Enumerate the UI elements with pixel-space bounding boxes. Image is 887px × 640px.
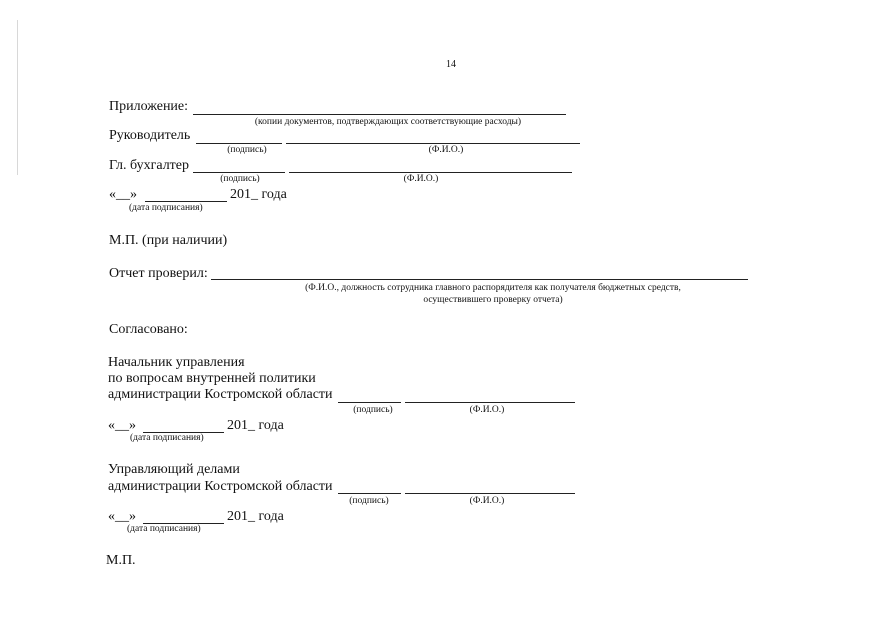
signing-date-year: 201_ года [230, 187, 287, 202]
report-checked-label: Отчет проверил: [109, 266, 208, 281]
department-head-title-line-3: администрации Костромской области [108, 387, 333, 402]
final-stamp-note: М.П. [106, 553, 136, 568]
affairs-manager-title-line-1: Управляющий делами [108, 462, 240, 477]
chief-accountant-signature-caption: (подпись) [220, 174, 260, 184]
affairs-manager-name-line [405, 493, 575, 494]
agreed-label: Согласовано: [109, 322, 188, 337]
affairs-manager-signature-caption: (подпись) [349, 496, 389, 506]
manager-signature-line [196, 143, 282, 144]
affairs-manager-title-line-2: администрации Костромской области [108, 479, 333, 494]
department-head-signature-caption: (подпись) [353, 405, 393, 415]
department-head-date-year: 201_ года [227, 418, 284, 433]
affairs-manager-name-caption: (Ф.И.О.) [469, 496, 505, 506]
chief-accountant-label: Гл. бухгалтер [109, 158, 190, 173]
signing-date-prefix: «__» [109, 187, 137, 202]
affairs-manager-date-year: 201_ года [227, 509, 284, 524]
signing-date-line [145, 201, 227, 202]
report-checked-caption-line-1: (Ф.И.О., должность сотрудника главного распорядителя как получателя бюджетных средств, [305, 283, 681, 293]
affairs-manager-date-prefix: «__» [108, 509, 136, 524]
attachment-label: Приложение: [109, 99, 189, 114]
department-head-title-line-1: Начальник управления [108, 355, 245, 370]
scan-edge-mark [17, 20, 18, 175]
department-head-date-caption: (дата подписания) [130, 433, 204, 443]
signing-date-caption: (дата подписания) [129, 203, 203, 213]
affairs-manager-signature-line [338, 493, 401, 494]
chief-accountant-name-caption: (Ф.И.О.) [403, 174, 439, 184]
stamp-note: М.П. (при наличии) [109, 233, 228, 248]
attachment-line [193, 114, 566, 115]
department-head-date-prefix: «__» [108, 418, 136, 433]
department-head-name-line [405, 402, 575, 403]
report-checked-caption-line-2: осуществившего проверку отчета) [423, 295, 563, 305]
manager-signature-caption: (подпись) [227, 145, 267, 155]
manager-name-line [286, 143, 580, 144]
affairs-manager-date-caption: (дата подписания) [127, 524, 201, 534]
attachment-caption: (копии документов, подтверждающих соответствующие расходы) [254, 117, 522, 127]
chief-accountant-signature-line [193, 172, 285, 173]
department-head-name-caption: (Ф.И.О.) [469, 405, 505, 415]
manager-label: Руководитель [109, 128, 191, 143]
manager-name-caption: (Ф.И.О.) [428, 145, 464, 155]
department-head-signature-line [338, 402, 401, 403]
page-number: 14 [446, 59, 456, 70]
report-checked-line [211, 279, 748, 280]
department-head-title-line-2: по вопросам внутренней политики [108, 371, 316, 386]
chief-accountant-name-line [289, 172, 572, 173]
